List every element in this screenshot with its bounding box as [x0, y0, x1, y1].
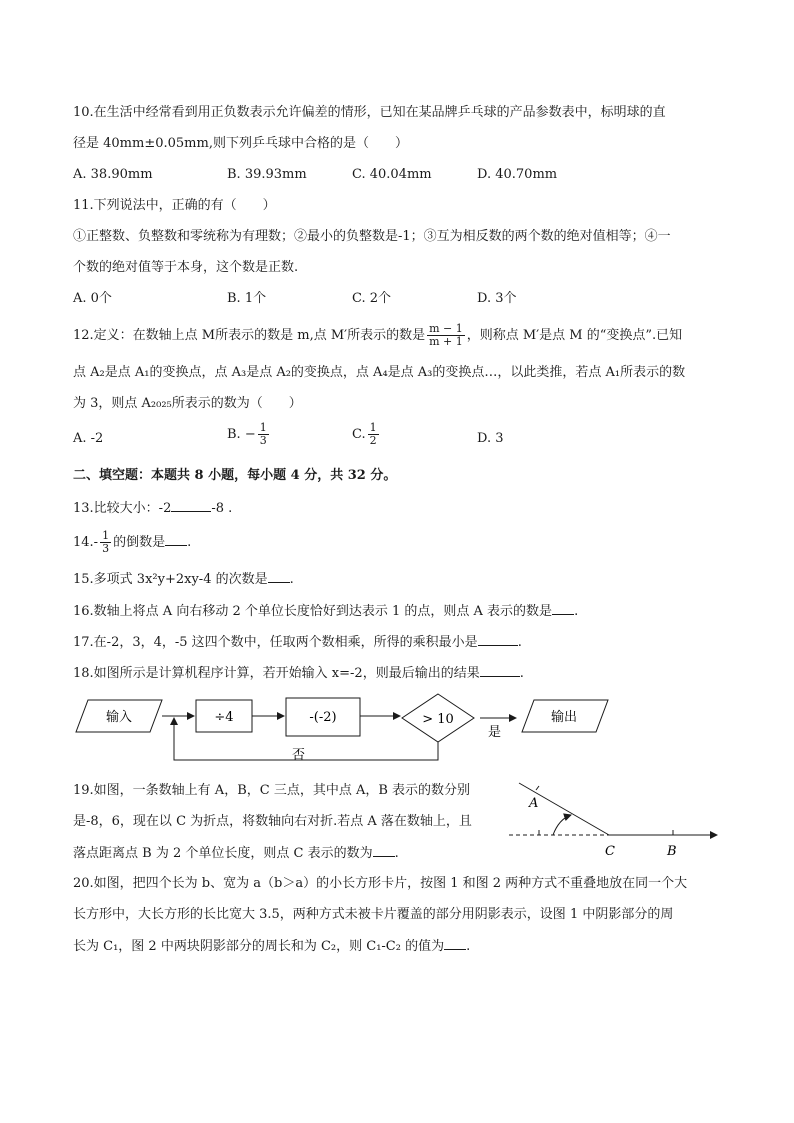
subtract-label: -(-2) — [309, 710, 337, 725]
q18-answer-blank — [480, 664, 520, 677]
q12-option-b: B. − $\frac{1}{3}$ — [227, 421, 267, 447]
q11-option-b: B. 1个 — [227, 291, 267, 306]
yes-label: 是 — [488, 725, 502, 740]
q17-stem: 17.在-2，3，4，-5 这四个数中，任取两个数相乘，所得的乘积最小是 . — [73, 635, 522, 650]
q12-option-d: D. 3 — [477, 431, 504, 446]
program-flowchart — [70, 690, 730, 770]
q12-option-c: C. $\frac{1}{2}$ — [352, 421, 377, 447]
q19-stem-line1: 19.如图，一条数轴上有 A，B，C 三点，其中点 A，B 表示的数分别 — [73, 783, 471, 798]
q19-answer-blank — [373, 844, 395, 857]
q10-option-a: A. 38.90mm — [73, 167, 153, 182]
q12-option-a: A. -2 — [73, 431, 104, 446]
no-label: 否 — [292, 748, 306, 763]
q15-stem: 15.多项式 3x²y+2xy-4 的次数是 . — [73, 572, 294, 587]
q11-stem-line1: 11.下列说法中，正确的有（ ） — [73, 198, 276, 213]
q12-fraction: $\frac{m - 1}{m + 1}$ — [429, 322, 463, 348]
q14-fraction: $\frac{1}{3}$ — [102, 529, 110, 555]
q12-stem-line1 — [73, 323, 682, 348]
q20-answer-blank — [444, 937, 466, 950]
condition-label: > 10 — [422, 712, 454, 727]
q12-stem-line2: 点 A₂是点 A₁的变换点，点 A₃是点 A₂的变换点，点 A₄是点 A₃的变换点…，以此类推，若点 A₁所表示的数 — [73, 365, 686, 380]
q20-stem-line1: 20.如图，把四个长为 b、宽为 a（b＞a）的小长方形卡片，按图 1 和图 2 两种方式不重叠地放在同一个大 — [73, 876, 688, 891]
number-line-fold-figure — [505, 775, 727, 865]
divide-label: ÷4 — [214, 710, 234, 725]
q13-answer-blank — [171, 499, 211, 512]
q11-stem-line3: 个数的绝对值等于本身，这个数是正数. — [73, 260, 299, 275]
label-c: C — [605, 844, 615, 859]
q20-stem-line3: 长为 C₁，图 2 中两块阴影部分的周长和为 C₂，则 C₁-C₂ 的值为 . — [73, 939, 471, 954]
q12-option-c-fraction: $\frac{1}{2}$ — [369, 421, 377, 447]
label-a: A — [529, 796, 539, 811]
output-label: 输出 — [550, 710, 578, 725]
q10-stem-line2: 径是 40mm±0.05mm,则下列乒乓球中合格的是（ ） — [73, 136, 408, 151]
section-heading-fill-in: 二、填空题：本题共 8 小题，每小题 4 分，共 32 分。 — [73, 468, 397, 483]
fold-arrow — [553, 815, 571, 835]
q17-answer-blank — [478, 633, 518, 646]
tick-a — [536, 786, 539, 790]
q19-stem-line2: 是-8，6，现在以 C 为折点，将数轴向右对折.若点 A 落在数轴上，且 — [73, 814, 472, 829]
q18-stem: 18.如图所示是计算机程序计算，若开始输入 x=-2，则最后输出的结果 . — [73, 666, 524, 681]
q16-answer-blank — [552, 602, 574, 615]
q11-option-a: A. 0个 — [73, 291, 112, 306]
q11-option-c: C. 2个 — [352, 291, 392, 306]
q16-stem: 16.数轴上将点 A 向右移动 2 个单位长度恰好到达表示 1 的点，则点 A 表示的数是 . — [73, 604, 579, 619]
q11-option-d: D. 3个 — [477, 291, 517, 306]
q12-text-b: ，则称点 M′是点 M 的“变换点”.已知 — [466, 328, 683, 343]
q12-stem-line3: 为 3，则点 A₂₀₂₅所表示的数为（ ） — [73, 396, 302, 411]
q20-stem-line2: 长方形中，大长方形的长比宽大 3.5，两种方式未被卡片覆盖的部分用阴影表示，设图 1 中阴影部分的周 — [73, 907, 674, 922]
q14-answer-blank — [165, 533, 187, 546]
q12-option-b-fraction: $\frac{1}{3}$ — [259, 421, 267, 447]
q19-stem-line3: 落点距离点 B 为 2 个单位长度，则点 C 表示的数为 . — [73, 846, 399, 861]
label-b: B — [667, 844, 677, 859]
q12-text-a: 12.定义：在数轴上点 M所表示的数是 m,点 M′所表示的数是 — [73, 328, 426, 343]
q13-stem: 13.比较大小：-2 -8 . — [73, 501, 233, 516]
q14-stem: 14.- $\frac{1}{3}$ 的倒数是 . — [73, 529, 192, 555]
input-label: 输入 — [105, 710, 133, 725]
q10-option-b: B. 39.93mm — [227, 167, 307, 182]
q15-answer-blank — [268, 570, 290, 583]
q10-stem-line1: 10.在生活中经常看到用正负数表示允许偏差的情形，已知在某品牌乒乓球的产品参数表中，标明球的直 — [73, 105, 666, 120]
q10-option-c: C. 40.04mm — [352, 167, 432, 182]
q10-option-d: D. 40.70mm — [477, 167, 558, 182]
q11-stem-line2: ①正整数、负整数和零统称为有理数；②最小的负整数是-1；③互为相反数的两个数的绝对值相等；④一 — [73, 229, 671, 244]
